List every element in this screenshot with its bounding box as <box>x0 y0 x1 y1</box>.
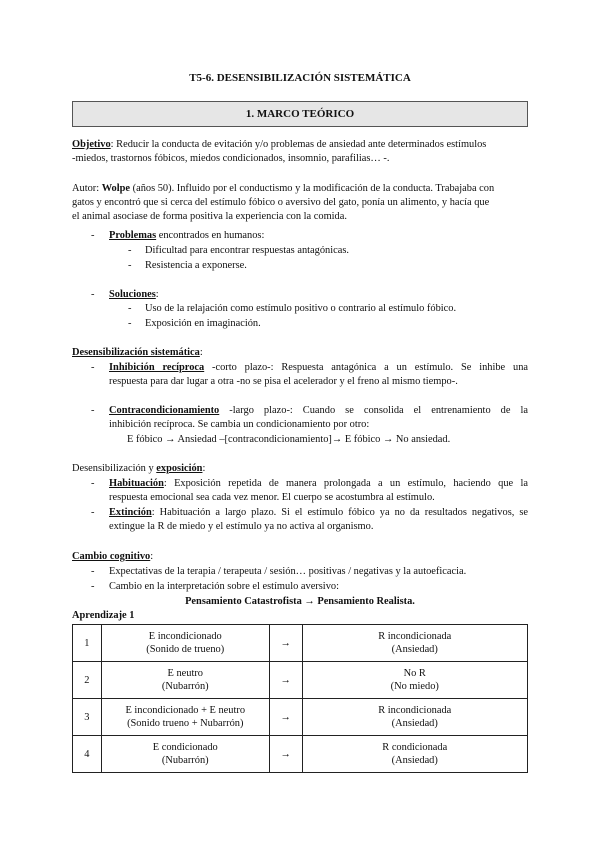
problemas-item: Resistencia a exponerse. <box>145 260 247 271</box>
objetivo-text-2: -miedos, trastornos fóbicos, miedos condicionados, insomnio, parafilias… -. <box>72 153 390 165</box>
step-number: 3 <box>73 699 102 736</box>
inhibicion-paragraph <box>109 361 528 389</box>
response-label: R condicionada <box>382 742 448 753</box>
soluciones-item: Exposición en imaginación. <box>145 318 261 329</box>
cambio-item: Cambio en la interpretación sobre el estímulo aversivo: <box>109 581 339 592</box>
contracondicionamiento-line-2: inhibición recíproca. Se cambia un condicionamiento por otro: <box>109 419 370 431</box>
arrow-cell: → <box>269 699 302 736</box>
response-cell <box>302 699 527 736</box>
inhibicion-line-2: respuesta para dar lugar a otra -no se pisa el acelerador y el freno al mismo tiempo-. <box>109 376 458 388</box>
aprendizaje-table <box>72 624 528 773</box>
bullet-dash: - <box>91 289 95 300</box>
response-cell <box>302 625 527 662</box>
stimulus-example: (Sonido trueno + Nubarrón) <box>127 718 244 729</box>
problemas-text: encontrados en humanos: <box>156 230 265 241</box>
exposicion-prefix: Desensibilización y <box>72 463 157 474</box>
problemas-item: Dificultad para encontrar respuestas antagónicas. <box>145 245 349 256</box>
stimulus-example: (Nubarrón) <box>161 755 209 766</box>
problemas-label: Problemas <box>109 230 157 241</box>
response-label: No R <box>403 668 426 679</box>
table-row <box>73 699 528 736</box>
desens-colon: : <box>199 347 203 358</box>
stimulus-cell <box>101 699 269 736</box>
pensamiento-line: Pensamiento Catastrofista → Pensamiento Realista. <box>185 596 415 607</box>
exposicion-heading-line <box>72 462 205 476</box>
cambio-heading-line <box>72 550 153 564</box>
stimulus-cell <box>101 662 269 699</box>
step-number: 1 <box>73 625 102 662</box>
soluciones-colon: : <box>155 289 159 300</box>
sub-bullet-dash: - <box>128 245 132 256</box>
extincion-paragraph <box>109 506 528 534</box>
sub-bullet-dash: - <box>128 318 132 329</box>
stimulus-label: E incondicionado <box>148 631 222 642</box>
soluciones-label: Soluciones <box>109 289 156 300</box>
contracondicionamiento-formula: E fóbico → Ansiedad –[contracondicionamiento]→ E fóbico → No ansiedad. <box>127 434 451 445</box>
objetivo-text: : Reducir la conducta de evitación y/o problemas de ansiedad ante determinados estímulos <box>110 139 487 150</box>
bullet-dash: - <box>91 566 95 577</box>
page-title: T5-6. DESENSIBILIZACIÓN SISTEMÁTICA <box>189 72 411 84</box>
autor-line-2: gatos y encontró que si cerca del estímulo fóbico o aversivo del gato, ponía un alimento, y hacía que <box>72 197 490 209</box>
desens-heading: Desensibilización sistemática <box>72 347 200 358</box>
response-label: R incondicionada <box>378 631 452 642</box>
autor-line-3: el animal asociase de forma positiva la experiencia con la comida. <box>72 211 347 223</box>
exposicion-colon: : <box>202 463 206 474</box>
response-example: (Ansiedad) <box>391 755 438 766</box>
arrow-cell: → <box>269 736 302 773</box>
bullet-dash: - <box>91 362 95 373</box>
aprendizaje-heading: Aprendizaje 1 <box>72 610 135 621</box>
response-example: (No miedo) <box>390 681 439 692</box>
contracondicionamiento-paragraph <box>109 404 528 432</box>
autor-paragraph <box>72 182 528 225</box>
table-row <box>73 736 528 773</box>
cambio-item: Expectativas de la terapia / terapeuta / sesión… positivas / negativas y la autoeficacia. <box>109 566 467 577</box>
extincion-line-2: extingue la R de miedo y el estímulo ya no activa al organismo. <box>109 521 374 533</box>
contracondicionamiento-line-1: -largo plazo-: Cuando se consolida el entrenamiento de la <box>219 405 528 416</box>
section-heading: 1. MARCO TEÓRICO <box>72 101 528 127</box>
step-number: 4 <box>73 736 102 773</box>
stimulus-label: E condicionado <box>152 742 218 753</box>
cambio-label: Cambio cognitivo <box>72 551 151 562</box>
table-row <box>73 625 528 662</box>
response-example: (Ansiedad) <box>391 644 438 655</box>
soluciones-item: Uso de la relajación como estímulo positivo o contrario al estímulo fóbico. <box>145 303 457 314</box>
stimulus-cell <box>101 625 269 662</box>
habituacion-label: Habituación <box>109 478 164 489</box>
bullet-dash: - <box>91 478 95 489</box>
autor-name: Wolpe <box>101 183 131 194</box>
stimulus-label: E incondicionado + E neutro <box>125 705 246 716</box>
exposicion-label: exposición <box>156 463 203 474</box>
desens-heading-line <box>72 346 203 360</box>
habituacion-paragraph <box>109 477 528 505</box>
bullet-dash: - <box>91 581 95 592</box>
response-label: R incondicionada <box>378 705 452 716</box>
bullet-dash: - <box>91 507 95 518</box>
stimulus-example: (Nubarrón) <box>161 681 209 692</box>
step-number: 2 <box>73 662 102 699</box>
soluciones-line <box>109 288 159 302</box>
stimulus-cell <box>101 736 269 773</box>
objetivo-label: Objetivo <box>72 139 111 150</box>
extincion-line-1: : Habituación a largo plazo. Si el estímulo fóbico ya no da resultados negativos, se <box>151 507 528 518</box>
bullet-dash: - <box>91 405 95 416</box>
arrow-cell: → <box>269 625 302 662</box>
inhibicion-line-1: -corto plazo-: Respuesta antagónica a un estímulo. Se inhibe una <box>204 362 528 373</box>
sub-bullet-dash: - <box>128 303 132 314</box>
response-example: (Ansiedad) <box>391 718 438 729</box>
bullet-dash: - <box>91 230 95 241</box>
stimulus-example: (Sonido de trueno) <box>146 644 225 655</box>
cambio-colon: : <box>150 551 154 562</box>
problemas-line <box>109 229 264 243</box>
sub-bullet-dash: - <box>128 260 132 271</box>
response-cell <box>302 736 527 773</box>
autor-line-1: (años 50). Influido por el conductismo y la modificación de la conducta. Trabajaba con <box>130 183 495 194</box>
contracondicionamiento-label: Contracondicionamiento <box>109 405 220 416</box>
objetivo-paragraph <box>72 138 528 166</box>
stimulus-label: E neutro <box>167 668 203 679</box>
autor-prefix: Autor: <box>72 183 102 194</box>
response-cell <box>302 662 527 699</box>
arrow-cell: → <box>269 662 302 699</box>
extincion-label: Extinción <box>109 507 152 518</box>
habituacion-line-1: : Exposición repetida de manera prolongada a un estímulo, haciendo que la <box>163 478 528 489</box>
table-row <box>73 662 528 699</box>
habituacion-line-2: respuesta emocional sea cada vez menor. El cuerpo se acostumbra al estímulo. <box>109 492 435 504</box>
inhibicion-label: Inhibición recíproca <box>109 362 205 373</box>
